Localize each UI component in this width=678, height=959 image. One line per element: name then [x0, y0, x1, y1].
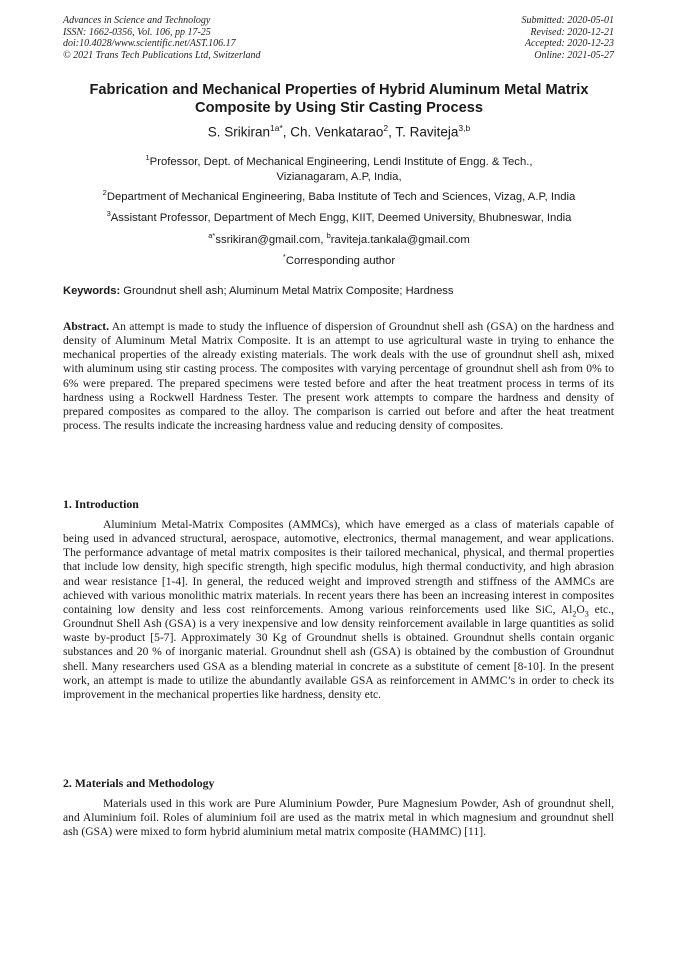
author-2-sup: 2 [383, 123, 389, 133]
keywords-label: Keywords: [63, 285, 121, 297]
accepted-date: Accepted: 2020-12-23 [524, 38, 614, 49]
author-emails [30, 228, 648, 248]
abstract-label: Abstract. [63, 320, 110, 333]
issn: ISSN: 1662-0356, Vol. 106, pp 17-25 [63, 26, 211, 38]
journal-header-left [63, 15, 261, 61]
copyright: © 2021 Trans Tech Publications Ltd, Switzerland [63, 49, 261, 61]
email-a-sup: a* [208, 231, 216, 240]
author-list [40, 123, 638, 140]
corresponding-sup: * [282, 252, 286, 261]
abstract-text: An attempt is made to study the influence of dispersion of Groundnut shell ash (GSA) on the hardness and density of Aluminum Metal Matrix Composite. It is an attempt to use agricultural waste in trying to enhance the mechanical properties of the already existing materials. The work deals with the use of groundnut shell ash, mixed with aluminum using stir casting process. The composites with varying percentage of groundnut shell ash from 0% to 6% were prepared. The prepared specimens were tested before and after the heat treatment process in terms of its hardness using a Rockwell Hardness Tester. The present work attempts to compare the hardness and density of prepared composites as compared to the alloy. The comparison is carried out before and after the heat treatment process. The results indicate the increasing hardness value and reducing density of composites. [63, 320, 614, 433]
section-heading-introduction: 1. Introduction [63, 497, 139, 511]
abstract [63, 320, 614, 433]
keywords [63, 285, 453, 297]
intro-text-3: etc., Groundnut Shell Ash (GSA) is a very inexpensive and low density reinforcement available in large quantities as solid waste by-product [5-7]. Approximately 30 Kg of Groundnut shells is obtained. Groundnut shells contain organic substances and 20 % of inorganic material. Groundnut shell ash (GSA) is obtained by the combustion of Groundnut shell. Many researchers used GSA as a blending material in concrete as a substitute of cement [8-10]. In the present work, an attempt is made to utilize the abundantly available GSA as reinforcement in AMMC’s in order to check its improvement in the mechanical properties like hardness, density etc. [63, 602, 614, 701]
doi: doi:10.4028/www.scientific.net/AST.106.17 [63, 38, 236, 49]
affiliation-1-line-1: Professor, Dept. of Mechanical Engineering, Lendi Institute of Engg. & Tech., [149, 155, 533, 168]
affiliation-1 [30, 150, 648, 185]
intro-sub-2: 2 [572, 609, 577, 619]
journal-header-right [522, 15, 615, 61]
affiliation-1-line-2: Vizianagaram, A.P, India, [276, 170, 402, 183]
introduction-paragraph [63, 518, 614, 702]
author-1: S. Srikiran [207, 124, 271, 140]
intro-text-2: O [576, 602, 585, 616]
title-line-1: Fabrication and Mechanical Properties of Hybrid Aluminum Metal Matrix [89, 82, 589, 98]
revised-date: Revised: 2020-12-21 [530, 26, 614, 38]
intro-text-1: Aluminium Metal-Matrix Composites (AMMCs), which have emerged as a class of materials capable of being used in advanced structural, aerospace, automotive, electronics, thermal management, and wear applications. The performance advantage of metal matrix composites is their tailored mechanical, physical, and thermal properties that include low density, high specific strength, high specific modulus, high thermal conductivity, and high abrasion and wear resistance [1-4]. In general, the reduced weight and improved strength and stiffness of the AMMCs are achieved with various monolithic matrix materials. In recent years there has been an increasing interest in composites containing low density and less cost reinforcements. Among various reinforcements used like SiC, Al [63, 518, 614, 616]
email-b: raviteja.tankala@gmail.com [330, 233, 470, 246]
corresponding-author [30, 249, 648, 269]
affiliation-2-text: Department of Mechanical Engineering, Baba Institute of Tech and Sciences, Vizag, A.P, India [106, 190, 576, 203]
title-line-2: Composite by Using Stir Casting Process [195, 100, 483, 116]
affiliation-3-text: Assistant Professor, Department of Mech Engg, KIIT, Deemed University, Bhubneswar, India [110, 211, 572, 224]
affiliation-1-sup: 1 [145, 153, 150, 162]
materials-paragraph [63, 797, 614, 839]
online-date: Online: 2021-05-27 [534, 49, 614, 61]
journal-name: Advances in Science and Technology [63, 15, 211, 26]
intro-sub-3: 3 [584, 609, 589, 619]
section-heading-materials: 2. Materials and Methodology [63, 776, 215, 790]
materials-text: Materials used in this work are Pure Aluminium Powder, Pure Magnesium Powder, Ash of groundnut shell, and Aluminium foil. Roles of aluminium foil are used as the matrix metal in which magnesium and groundnut shell ash (GSA) were mixed to form hybrid aluminium metal matrix composite (HAMMC) [11]. [63, 797, 614, 839]
submitted-date: Submitted: 2020-05-01 [521, 15, 614, 26]
affiliation-2-sup: 2 [102, 188, 107, 197]
author-3: , T. Raviteja [388, 124, 459, 140]
author-2: , Ch. Venkatarao [282, 124, 384, 140]
email-b-sup: b [326, 231, 331, 240]
affiliation-3-sup: 3 [106, 209, 111, 218]
author-3-sup: 3,b [458, 123, 471, 133]
affiliation-2 [30, 185, 648, 205]
affiliation-3 [30, 206, 648, 226]
keywords-text: Groundnut shell ash; Aluminum Metal Matrix Composite; Hardness [120, 285, 454, 297]
paper-title [50, 81, 628, 117]
author-1-sup: 1a* [270, 123, 283, 133]
corresponding-text: Corresponding author [285, 254, 396, 267]
email-a: ssrikiran@gmail.com, [215, 233, 327, 246]
